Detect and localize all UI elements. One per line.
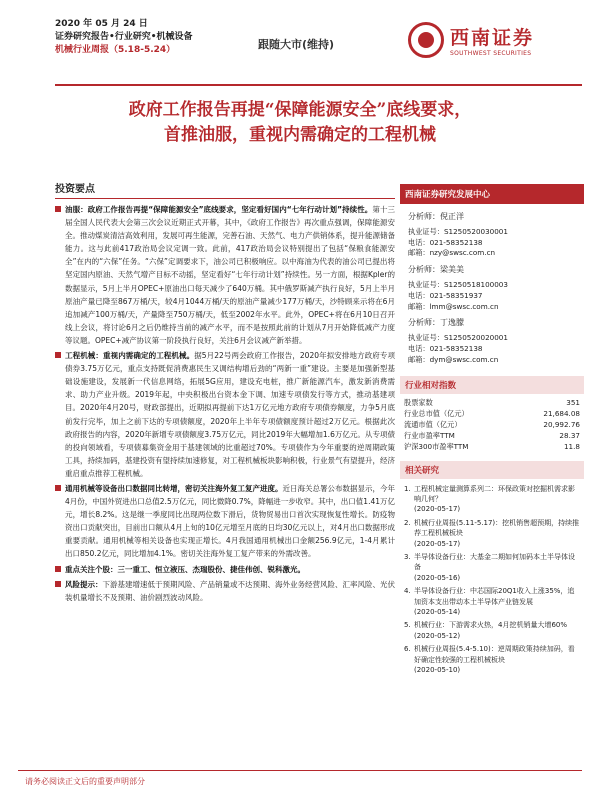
related-heading: 相关研究 [400,461,584,479]
report-series: 机械行业周报（5.18-5.24） [55,45,176,55]
table-row [400,441,584,452]
item-title: 半导体设备行业：中芯国际20Q1收入上涨35%，追加资本支出带动本土半导体产业链发展 [414,587,575,606]
report-header [55,18,193,57]
row-value: 20,992.76 [543,419,580,429]
header-divider [55,84,582,86]
analyst-name: 分析师：梁美美 [408,265,464,275]
investment-summary [55,180,395,606]
paragraph-lead: 风险提示： [65,579,103,589]
analyst-card [408,318,579,365]
row-value: 21,684.08 [543,408,580,418]
item-date: (2020-05-12) [414,631,461,640]
paragraph-text: 据5月22号两会政府工作报告，2020年拟安排地方政府专项债券3.75万亿元，重点支持既促消费惠民生又调结构增后劲的“两新一重”建设。主要是加强新型基础设施建设，发展新一代信息网络，拓展5G应用，建设充电桩，推广新能源汽车，激发新消费需求、助力产业升级。2019年起，中央积极出台资本金下调、加速专项债发行等方式，推动基建项目。2020年4月20号，财政部提出，近期拟再提前下达1万亿元地方政府专项债券额度，力争5月底前发行完毕，加上之前下达的专项债额度，2020年上半年专项债额度预计超过2万亿元。根据此次政府报告的内容，2020年新增专项债额度3.75万亿元，同比2019年大幅增加1.6万亿元。从专项债的投向领域看，专项债募集资金用于基建领域的比重超过70%。专项债作为今年重要的逆周期政策工具，持续加码，基建投资有望持续加速修复，对工程机械板块影响积极，行业景气有望提升，经济重启重点推荐工程机械。 [65,351,396,478]
footer-divider [18,770,582,771]
paragraph-lead: 通用机械等设备出口数据同比转增，密切关注海外复工复产进度。 [65,483,283,493]
row-label: 流通市值（亿元） [404,419,462,429]
report-title [40,98,560,148]
row-value: 28.37 [559,431,580,441]
table-row [400,430,584,441]
paragraph-lead: 工程机械：重视内需确定的工程机械。 [65,351,195,361]
item-title: 工程机械定量测算系列二：环保政策对挖掘机需求影响几何？ [414,484,575,503]
item-number: 1. [404,484,411,493]
paragraph-text: 近日海关总署公布数据显示，今年4月份，中国外贸进出口总值2.5万亿元，同比微降0.7%，降幅进一步收窄。其中，出口值1.41万亿元，增长8.2%。这是继一季度同比出现两位数下滑后，货物贸易出口首次实现恢复性增长。防疫物资出口贡献突出，目前出口额从4月上旬的10亿元增至月底的日均30亿元以上，对4月出口数据形成重要贡献。通用机械等相关设备也实现正增长。4月我国通用机械出口金额256.9亿元，1-4月累计出口850.2亿元，同比增加4.1%。密切关注海外复工复产带来的外需改善。 [65,483,395,559]
list-item[interactable] [404,518,580,549]
analyst-name: 分析师：倪正洋 [408,212,464,221]
paragraph-text: 下游基建增速低于预期风险、产品销量或不达预期、海外业务经营风险、汇率风险、光伏装机量增长不及预期、油价剧烈波动风险。 [65,579,395,602]
table-row [400,408,584,419]
logo-name-en: SOUTHWEST SECURITIES [450,50,532,57]
analyst-name: 分析师：丁逸朦 [408,318,464,328]
footer-disclaimer: 请务必阅读正文后的重要声明部分 [25,777,145,786]
row-label: 股票家数 [404,397,433,407]
table-row [400,419,584,430]
analyst-email[interactable]: 邮箱：nzy@swsc.com.cn [408,248,496,258]
analyst-phone: 电话：021-58352138 [408,237,483,247]
item-date: (2020-05-16) [414,573,461,582]
summary-paragraph-risk [55,578,395,604]
row-label: 沪深300市盈率TTM [404,442,469,452]
row-value: 11.8 [563,442,580,452]
summary-paragraph-export [55,482,395,561]
paragraph-lead: 重点关注个股：三一重工、恒立液压、杰瑞股份、捷佳伟创、锐科激光。 [65,564,305,574]
list-item[interactable] [404,586,580,617]
item-number: 4. [404,587,411,596]
industry-table [400,394,584,453]
title-line-1: 政府工作报告再提“保障能源安全”底线要求， [128,100,472,120]
list-item[interactable] [404,552,580,583]
item-title: 机械行业周报(5.4-5.10)：逆周期政策持续加码，看好确定性较强的工程机械板块 [414,645,575,664]
list-item[interactable] [404,620,580,641]
title-line-2: 首推油服，重视内需确定的工程机械 [164,125,436,145]
summary-paragraph-stocks [55,563,395,576]
bullet-square-icon [55,206,61,212]
item-number: 2. [404,518,411,527]
sidebar [400,184,584,678]
analyst-list [400,204,584,374]
paragraph-lead: 油服：政府工作报告再提“保障能源安全”底线要求，坚定看好国内“七年行动计划”持续性。 [65,205,373,214]
report-category: 证券研究报告•行业研究•机械设备 [55,32,193,42]
item-date: (2020-05-17) [414,539,461,548]
analyst-license: 执业证号：S1250520030001 [408,226,508,236]
analyst-license: 执业证号：S1250520020001 [408,333,508,343]
analyst-phone: 电话：021-58352138 [408,343,483,353]
row-label: 行业市盈率TTM [404,431,455,441]
item-date: (2020-05-10) [414,666,461,675]
team-heading: 西南证券研究发展中心 [400,184,584,204]
related-list [400,479,584,676]
item-title: 机械行业：下游需求火热，4月挖机销量大增60% [414,621,568,630]
analyst-phone: 电话：021-58351937 [408,290,483,300]
item-title: 机械行业周报(5.11-5.17)：挖机销售超预期，持续推荐工程机械板块 [414,518,580,538]
bullet-square-icon [55,581,61,587]
industry-heading: 行业相对指数 [400,376,584,394]
list-item[interactable] [404,484,580,515]
table-row [400,397,584,408]
bullet-square-icon [55,485,61,491]
logo-mark-icon [408,22,444,58]
analyst-card [408,265,579,312]
bullet-square-icon [55,566,61,572]
analyst-email[interactable]: 邮箱：dym@swsc.com.cn [408,354,499,364]
item-number: 6. [404,645,411,654]
item-date: (2020-05-17) [414,505,461,514]
list-item[interactable] [404,644,580,675]
analyst-email[interactable]: 邮箱：lmm@swsc.com.cn [408,301,499,311]
summary-heading: 投资要点 [55,180,395,199]
company-logo [408,22,534,58]
item-number: 5. [404,621,411,630]
item-number: 3. [404,553,411,562]
paragraph-text: 第十三届全国人民代表大会第三次会议近期正式开幕，其中，《政府工作报告》再次重点强调，保障能源安全。推动煤炭清洁高效利用，发展可再生能源，完善石油、天然气、电力产供销体系，提升能源储备能力。这与此前417政治局会议定调一致。此前，417政治局会议特别提出了包括“保粮食能源安全”在内的“六保”任务。“六保”定调要求下，油公司已积极响应。以中海油为代表的油公司已提出将坚定国内原油、天然气增产目标不动摇，坚定看好“七年行动计划”持续性。另一方面，根据Kpler的数据显示，5月上半月OPEC+原油出口每天减少了640万桶。其中俄罗斯减产执行良好，5月上半月原油产量已降至867万桶/天，较4月1044万桶/天的原油产量减少177万桶/天，沙特顾来示将在6月追加减产100万桶/天，产量降至750万桶/天，低至2002年水平。此外，OPEC+将在6月10日召开线上会议，将讨论6月之后仍维持当前的减产水平，而不是按照此前的计划从7月开始降低减产力度等议题。OPEC+减产协议第一阶段执行良好，关注6月会议减产新举措。 [65,205,396,345]
rating: 跟随大市(维持) [258,38,335,51]
analyst-card [408,212,579,259]
summary-paragraph-oilfield [55,203,395,347]
report-date: 2020 年 05 月 24 日 [55,19,148,29]
summary-paragraph-construction [55,349,395,480]
row-value: 351 [566,397,580,407]
logo-name-cn: 西南证券 [450,27,535,49]
item-title: 半导体设备行业：大基金二期如何加码本土半导体设备 [414,553,575,572]
row-label: 行业总市值（亿元） [404,408,469,418]
analyst-license: 执业证号：S1250518100003 [408,279,508,289]
bullet-square-icon [55,352,61,358]
item-date: (2020-05-14) [414,608,461,617]
